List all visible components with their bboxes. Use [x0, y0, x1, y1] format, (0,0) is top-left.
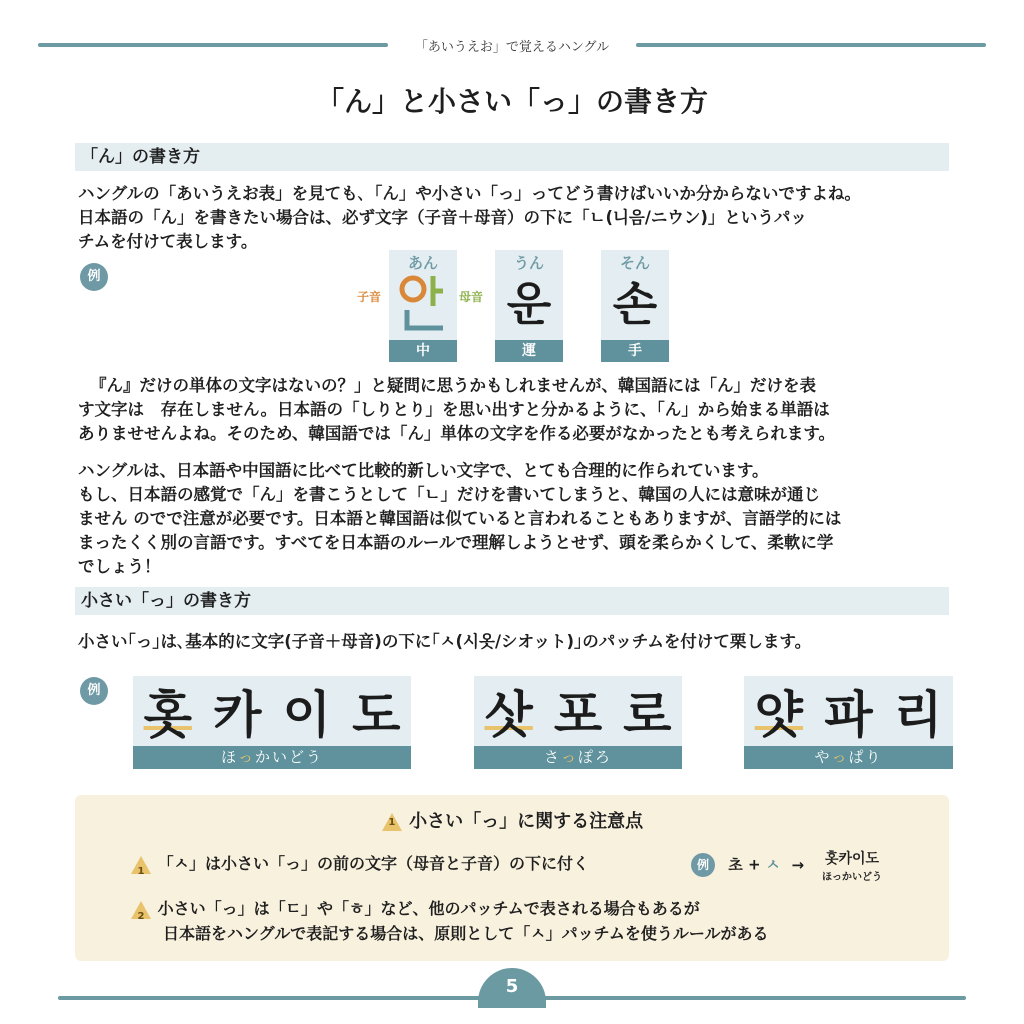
word-char: 도: [352, 686, 401, 744]
word-hangul: [744, 676, 953, 746]
notes-title: [75, 807, 949, 833]
warning-number: 1: [388, 817, 396, 828]
reading-small-tsu: っ: [237, 748, 255, 766]
header-rule-right: [636, 43, 986, 47]
note-item-1: [130, 852, 589, 876]
word-reading: [744, 746, 953, 769]
note-number: 2: [137, 910, 145, 922]
word-char: 로: [623, 686, 672, 744]
cell-kanji: 手: [601, 340, 669, 362]
intro-line-2: 日本語の「ん」を書きたい場合は、必ず文字（子音＋母音）の下に「ㄴ(니음/ニウン)」というパッ: [78, 208, 807, 227]
note-item-2-line-2: 日本語をハングルで表記する場合は、原則として「ㅅ」パッチムを使うルールがある: [163, 924, 769, 943]
section1-para3: [78, 459, 958, 579]
cell-reading: あん: [407, 254, 438, 272]
word-char: 얏: [754, 686, 803, 744]
example-cell-un: [495, 250, 563, 362]
section1-para2: [78, 374, 958, 446]
note-number: 1: [137, 865, 145, 877]
example-cell-son: [601, 250, 669, 362]
header-rule-left: [38, 43, 388, 47]
result-reading: ほっかいどう: [822, 872, 882, 883]
cell-kanji: 中: [389, 340, 457, 362]
note-number-icon: [130, 855, 152, 875]
example-badge: 例: [691, 853, 715, 877]
result-word: 홋카이도: [824, 851, 880, 867]
cell-kanji: 運: [495, 340, 563, 362]
example-badge: 例: [80, 263, 108, 291]
note-number-icon: [130, 900, 152, 920]
word-char: 파: [824, 686, 873, 744]
example-badge: 例: [80, 677, 108, 705]
para2-line-3: ありませせんよね。そのため、韓国語では「ん」単体の文字を作る必要がなかったとも考えられます。: [78, 424, 836, 443]
note-text: 「ㅅ」は小さい「っ」の前の文字（母音と子音）の下に付く: [157, 854, 590, 873]
cell-hangul: 운: [506, 277, 552, 331]
note-text-line-1: 小さい「っ」は「ㄷ」や「ㅎ」など、他のパッチムで表される場合もあるが: [157, 899, 700, 918]
reading-part: ほ: [220, 748, 238, 766]
word-yappari: [744, 676, 953, 769]
section-heading-n: 「ん」の書き方: [75, 143, 949, 171]
example-cell-an: [389, 250, 457, 362]
para2-line-2: す文字は 存在しません。日本語の「しりとり」を思い出すと分かるように、「ん」から始まる単語は: [78, 400, 830, 419]
word-hangul: [474, 676, 682, 746]
cell-reading: そん: [619, 254, 650, 272]
formula-batchim: ㅅ: [765, 855, 781, 874]
intro-line-1: ハングルの「あいうえお表」を見ても､「ん」や小さい「っ」ってどう書けばいいか分からないですよね。: [78, 184, 861, 203]
para2-line-1: 『ん』だけの単体の文字はないの？」と疑問に思うかもしれませんが、韓国語には「ん」だけを表: [90, 376, 816, 395]
word-hokkaido: [133, 676, 411, 769]
reading-small-tsu: っ: [831, 748, 849, 766]
section1-intro: [78, 182, 958, 254]
word-char: 포: [553, 686, 603, 744]
page-title: 「ん」と小さい「っ」の書き方: [315, 85, 708, 118]
word-char: 카: [213, 686, 262, 744]
cell-reading: うん: [513, 254, 544, 272]
section2-intro: 小さい｢っ｣は､基本的に文字(子音＋母音)の下に｢ㅅ(시옷/シオット)｣のパッチムを付けて栗します。: [78, 632, 812, 651]
word-reading: [474, 746, 682, 769]
formula-plus: +: [747, 855, 761, 874]
reading-part: ぽろ: [578, 748, 613, 766]
reading-part: や: [814, 748, 832, 766]
para3-line-3: ません のでで注意が必要です。日本語と韓国語は似ていると言われることもありますが、言語学的には: [78, 509, 842, 528]
reading-small-tsu: っ: [560, 748, 578, 766]
warning-triangle-icon: [381, 812, 403, 832]
reading-part: かいどう: [255, 748, 324, 766]
intro-line-3: チムを付けて表します。: [78, 232, 258, 251]
word-sapporo: [474, 676, 682, 769]
para3-line-4: まったくく別の言語です。すべてを日本語のルールで理解しようとせず、頭を柔らかくして、柔軟に学: [78, 533, 834, 552]
formula-syllable: 초: [728, 855, 743, 874]
para3-line-1: ハングルは、日本語や中国語に比べて比較的新しい文字で、とても合理的に作られています。: [78, 461, 769, 480]
page-number: 5: [478, 968, 546, 1008]
consonant-label: 子音: [357, 290, 382, 304]
cell-hangul: 손: [612, 277, 658, 331]
an-syllable-glyph: [389, 272, 457, 336]
word-reading: [133, 746, 411, 769]
notes-title-text: 小さい「っ」に関する注意点: [409, 811, 644, 832]
note-example-result: [807, 848, 897, 883]
notes-box: [75, 795, 949, 961]
vowel-label: 母音: [459, 290, 484, 304]
word-char: 홋: [143, 686, 192, 744]
para3-line-2: もし、日本語の感覚で「ん」を書こうとして「ㄴ」だけを書いてしまうと、韓国の人には意味が通じ: [78, 485, 820, 504]
section-heading-small-tsu: 小さい「っ」の書き方: [75, 587, 949, 615]
note-example: [691, 853, 804, 877]
header-series-title: 「あいうえお」で覚えるハングル: [414, 40, 610, 55]
para3-line-5: でしょう！: [78, 557, 161, 576]
word-char: 삿: [484, 686, 533, 744]
word-char: 리: [893, 686, 943, 744]
reading-part: ぱり: [848, 748, 883, 766]
word-hangul: [133, 676, 411, 746]
arrow-icon: →: [791, 855, 805, 874]
word-char: 이: [282, 686, 331, 744]
reading-part: さ: [543, 748, 561, 766]
note-item-2: [130, 897, 700, 921]
